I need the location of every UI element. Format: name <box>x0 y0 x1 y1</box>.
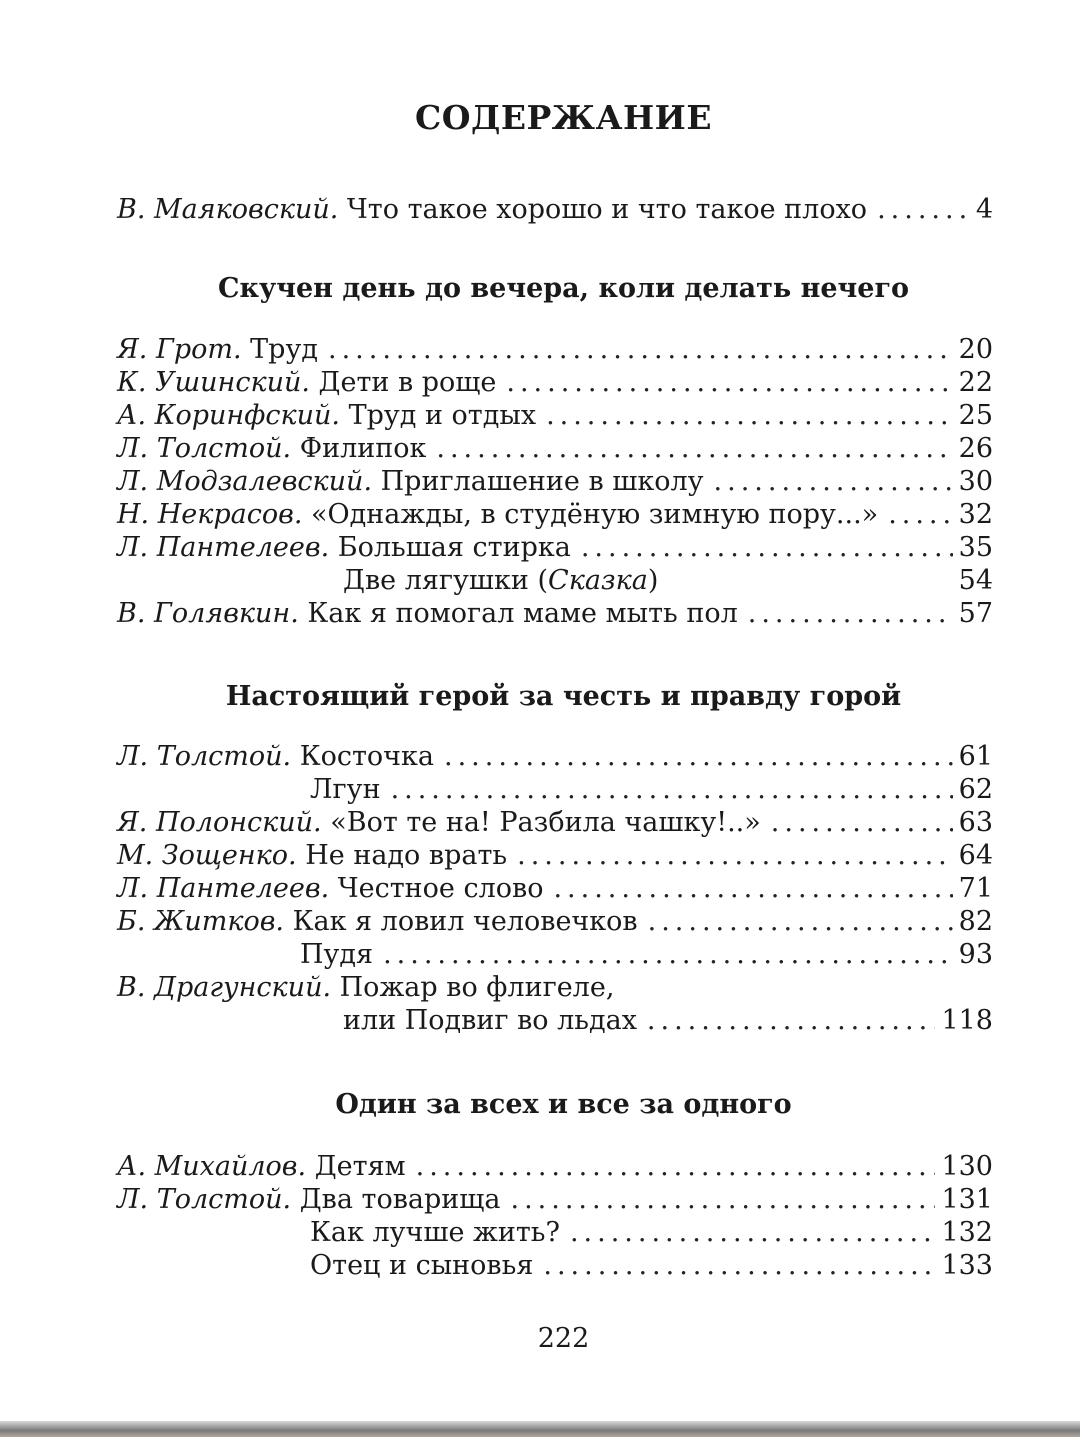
entry-title: Как я помогал маме мыть пол <box>307 598 738 629</box>
entry-title: Дети в роще <box>318 367 497 398</box>
entry-author: А. Михайлов. <box>117 1151 307 1182</box>
entry-title: Труд <box>250 334 318 365</box>
entry-page: 26 <box>958 433 993 464</box>
toc-entry <box>117 773 993 807</box>
dot-leader <box>506 366 952 400</box>
entry-author: Л. Пантелеев. <box>117 873 330 904</box>
entry-author: М. Зощенко. <box>117 840 297 871</box>
entry-page: 71 <box>958 873 993 904</box>
section-title: Настоящий герой за честь и правду горой <box>225 681 902 712</box>
entry-title: «Однажды, в студёную зимную пору...» <box>311 499 879 530</box>
toc-entry <box>117 564 993 598</box>
entry-title: Как лучше жить? <box>310 1217 560 1248</box>
entry-title: Честное слово <box>337 873 544 904</box>
entry-page: 93 <box>958 939 993 970</box>
entry-author: В. Голявкин. <box>117 598 299 629</box>
entry-page: 63 <box>958 807 993 838</box>
entry-page: 118 <box>941 1005 993 1036</box>
dot-leader <box>771 806 953 840</box>
entry-page: 32 <box>958 499 993 530</box>
entry-title: Большая стирка <box>337 532 571 563</box>
dot-leader <box>570 1216 936 1250</box>
entry-author: В. Драгунский. <box>117 972 332 1003</box>
toc-entry <box>117 872 993 906</box>
entry-page: 132 <box>941 1217 993 1248</box>
dot-leader <box>647 1004 936 1038</box>
entry-author: Л. Толстой. <box>117 1184 292 1215</box>
section-title: Скучен день до вечера, коли делать нечего <box>217 273 910 304</box>
dot-leader <box>436 432 952 466</box>
entry-page: 54 <box>958 565 993 596</box>
entry-author: Л. Толстой. <box>117 433 292 464</box>
entry-author: А. Коринфский. <box>117 400 340 431</box>
entry-title: Что такое хорошо и что такое плохо <box>346 194 868 225</box>
page-edge-shadow <box>0 1421 1080 1437</box>
page-number: 222 <box>537 1323 590 1354</box>
toc-entry <box>117 465 993 499</box>
dot-leader <box>511 1183 936 1217</box>
entry-author: Б. Житков. <box>117 906 285 937</box>
toc-entry <box>117 432 993 466</box>
entry-author: Н. Некрасов. <box>117 499 303 530</box>
toc-entry <box>117 597 993 631</box>
toc-entry <box>117 1249 993 1283</box>
dot-leader <box>383 938 953 972</box>
toc-entry <box>117 839 993 873</box>
entry-page: 22 <box>958 367 993 398</box>
entry-title: Труд и отдых <box>348 400 537 431</box>
entry-page: 62 <box>958 774 993 805</box>
entry-title: Две лягушки (Сказка) <box>343 565 659 596</box>
dot-leader <box>546 399 953 433</box>
entry-page: 57 <box>958 598 993 629</box>
toc-entry <box>117 531 993 565</box>
entry-page: 30 <box>958 466 993 497</box>
toc-entry <box>117 366 993 400</box>
entry-author: Я. Грот. <box>117 334 242 365</box>
entry-page: 25 <box>958 400 993 431</box>
dot-leader <box>888 498 952 532</box>
dot-leader <box>581 531 953 565</box>
toc-entry <box>117 193 993 227</box>
dot-leader <box>444 740 953 774</box>
entry-author: В. Маяковский. <box>117 194 339 225</box>
entry-page: 133 <box>941 1250 993 1281</box>
entry-page: 4 <box>975 194 993 225</box>
toc-entry <box>117 399 993 433</box>
toc-entry <box>117 806 993 840</box>
entry-title: Филипок <box>299 433 427 464</box>
entry-page: 131 <box>941 1184 993 1215</box>
entry-title: Детям <box>314 1151 406 1182</box>
entry-title: Не надо врать <box>305 840 508 871</box>
dot-leader <box>553 872 952 906</box>
entry-author: Я. Полонский. <box>117 807 322 838</box>
entry-page: 82 <box>958 906 993 937</box>
entry-title: Пудя <box>300 939 374 970</box>
toc-entry <box>117 1216 993 1250</box>
toc-entry <box>117 740 993 774</box>
entry-title: Косточка <box>299 741 434 772</box>
entry-page: 130 <box>941 1151 993 1182</box>
toc-entry <box>117 905 993 939</box>
dot-leader <box>543 1249 935 1283</box>
toc-entry <box>117 1150 993 1184</box>
page-title: СОДЕРЖАНИЕ <box>414 98 712 137</box>
entry-title: Лгун <box>310 774 381 805</box>
dot-leader <box>748 597 953 631</box>
toc-entry <box>117 498 993 532</box>
toc-entry <box>117 938 993 972</box>
entry-author: Л. Пантелеев. <box>117 532 330 563</box>
dot-leader <box>877 193 970 227</box>
entry-title: Отец и сыновья <box>310 1250 534 1281</box>
entry-page: 35 <box>958 532 993 563</box>
dot-leader <box>648 905 953 939</box>
toc-entry <box>117 1183 993 1217</box>
dot-leader <box>517 839 953 873</box>
dot-leader <box>391 773 953 807</box>
entry-author: Л. Толстой. <box>117 741 292 772</box>
entry-page: 64 <box>958 840 993 871</box>
entry-author: К. Ушинский. <box>117 367 310 398</box>
entry-title: Как я ловил человечков <box>292 906 638 937</box>
entry-page: 20 <box>958 334 993 365</box>
entry-title: Два товарища <box>299 1184 501 1215</box>
entry-author: Л. Модзалевский. <box>117 466 373 497</box>
entry-title: «Вот те на! Разбила чашку!..» <box>330 807 761 838</box>
section-title: Один за всех и все за одного <box>335 1089 792 1120</box>
toc-entry <box>117 333 993 367</box>
dot-leader <box>714 465 953 499</box>
dot-leader <box>416 1150 936 1184</box>
entry-page: 61 <box>958 741 993 772</box>
dot-leader <box>328 333 953 367</box>
entry-title: Пожар во флигеле, <box>339 972 615 1003</box>
entry-title: или Подвиг во льдах <box>343 1005 637 1036</box>
toc-entry <box>117 1004 993 1038</box>
entry-title: Приглашение в школу <box>380 466 704 497</box>
toc-entry <box>117 971 993 1005</box>
